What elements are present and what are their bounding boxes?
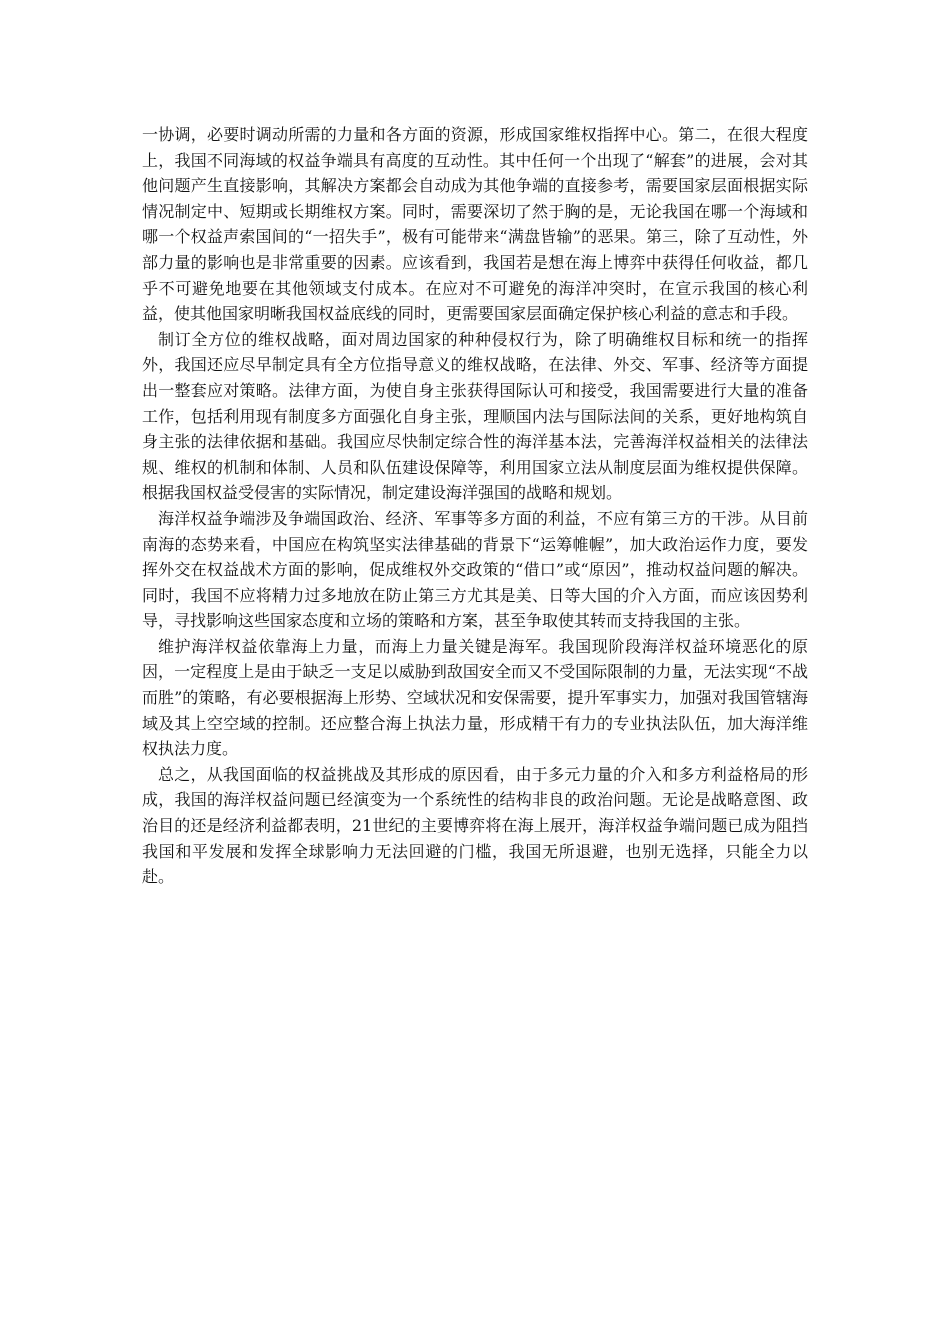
document-body [142,122,808,890]
paragraph-diplomacy: 海洋权益争端涉及争端国政治、经济、军事等多方面的利益，不应有第三方的干涉。从目前南海的态势来看，中国应在构筑坚实法律基础的背景下“运筹帷幄”，加大政治运作力度，要发挥外交在权益战术方面的影响，促成维权外交政策的“借口”或“原因”，推动权益问题的解决。同时，我国不应将精力过多地放在防止第三方尤其是美、日等大国的介入方面，而应该因势利导，寻找影响这些国家态度和立场的策略和方案，甚至争取使其转而支持我国的主张。 [142,508,808,631]
paragraph-naval-power: 维护海洋权益依靠海上力量，而海上力量关键是海军。我国现阶段海洋权益环境恶化的原因，一定程度上是由于缺乏一支足以威胁到敌国安全而又不受国际限制的力量，无法实现“不战而胜”的策略，有必要根据海上形势、空域状况和安保需要，提升军事实力，加强对我国管辖海域及其上空空域的控制。还应整合海上执法力量，形成精干有力的专业执法队伍，加大海洋维权执法力度。 [142,636,808,759]
paragraph-conclusion: 总之，从我国面临的权益挑战及其形成的原因看，由于多元力量的介入和多方利益格局的形成，我国的海洋权益问题已经演变为一个系统性的结构非良的政治问题。无论是战略意图、政治目的还是经济利益都表明，21世纪的主要博弈将在海上展开，海洋权益争端问题已成为阻挡我国和平发展和发挥全球影响力无法回避的门槛，我国无所退避，也别无选择，只能全力以赴。 [142,764,808,887]
paragraph-continuation: 一协调，必要时调动所需的力量和各方面的资源，形成国家维权指挥中心。第二，在很大程度上，我国不同海域的权益争端具有高度的互动性。其中任何一个出现了“解套”的进展，会对其他问题产生直接影响，其解决方案都会自动成为其他争端的直接参考，需要国家层面根据实际情况制定中、短期或长期维权方案。同时，需要深切了然于胸的是，无论我国在哪一个海域和哪一个权益声索国间的“一招失手”，极有可能带来“满盘皆输”的恶果。第三，除了互动性，外部力量的影响也是非常重要的因素。应该看到，我国若是想在海上博弈中获得任何收益，都几乎不可避免地要在其他领域支付成本。在应对不可避免的海洋冲突时，在宣示我国的核心利益，使其他国家明晰我国权益底线的同时，更需要国家层面确定保护核心利益的意志和手段。 [142,125,808,324]
paragraph-strategy: 制订全方位的维权战略，面对周边国家的种种侵权行为，除了明确维权目标和统一的指挥外，我国还应尽早制定具有全方位指导意义的维权战略，在法律、外交、军事、经济等方面提出一整套应对策略。法律方面，为使自身主张获得国际认可和接受，我国需要进行大量的准备工作，包括利用现有制度多方面强化自身主张，理顺国内法与国际法间的关系，更好地构筑自身主张的法律依据和基础。我国应尽快制定综合性的海洋基本法，完善海洋权益相关的法律法规、维权的机制和体制、人员和队伍建设保障等，利用国家立法从制度层面为维权提供保障。根据我国权益受侵害的实际情况，制定建设海洋强国的战略和规划。 [142,329,808,503]
